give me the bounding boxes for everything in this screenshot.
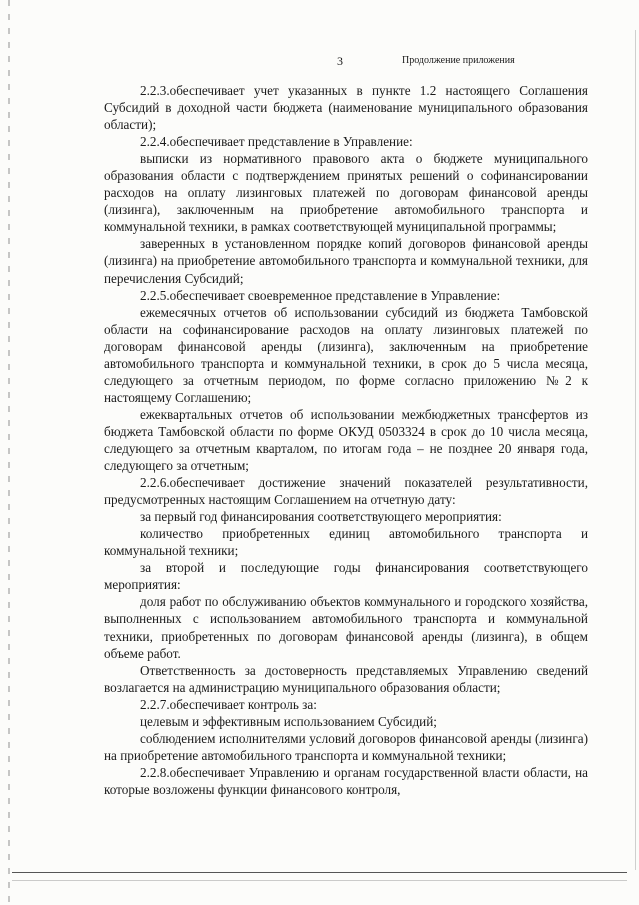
bottom-scan-border: [12, 872, 627, 873]
paragraph-budget-extract: выписки из нормативного правового акта о бюджете муниципального образования области с подтверждением принятых решений о софинансировании расходов на оплату лизинговых платежей по договорам финансовой аренды (лизинга), заключенным на приобретение автомобильного транспорта и коммунальной техники, в рамках соответствующей муниципальной программы;: [104, 151, 588, 235]
paragraph-2-2-4: 2.2.4.обеспечивает представление в Управление:: [140, 134, 413, 150]
paragraph-lease-copies: заверенных в установленном порядке копий договоров финансовой аренды (лизинга) на приобретение автомобильного транспорта и коммунальной техники, для перечисления Субсидий;: [104, 236, 588, 286]
header-continuation-note: Продолжение приложения: [402, 55, 515, 66]
bottom-scan-border-secondary: [12, 880, 627, 881]
paragraph-2-2-8: 2.2.8.обеспечивает Управлению и органам государственной власти области, на которые возложены функции финансового контроля,: [104, 764, 588, 797]
scan-right-edge-line: [635, 30, 636, 870]
paragraph-first-year: за первый год финансирования соответствующего мероприятия:: [140, 509, 502, 525]
paragraph-targeted-use: целевым и эффективным использованием Субсидий;: [140, 713, 437, 729]
paragraph-work-share: доля работ по обслуживанию объектов коммунального и городского хозяйства, выполненных с использованием автомобильного транспорта и коммунальной техники, приобретенных по договорам финансовой аренды (лизинга), в общем объеме работ.: [104, 594, 588, 661]
paragraph-following-years: за второй и последующие годы финансирования соответствующего мероприятия:: [104, 560, 588, 593]
paragraph-2-2-5: 2.2.5.обеспечивает своевременное представление в Управление:: [140, 287, 501, 303]
paragraph-monthly-reports: ежемесячных отчетов об использовании субсидий из бюджета Тамбовской области на софинансирование расходов на оплату лизинговых платежей по договорам финансовой аренды (лизинга), заключенным на приобретение автомобильного транспорта и коммунальной техники, в срок до 5 числа месяца, следующего за отчетным периодом, по форме согласно приложению №2 к настоящему Соглашению;: [104, 304, 588, 405]
paragraph-2-2-6: 2.2.6.обеспечивает достижение значений показателей результативности, предусмотренных настоящим Соглашением на отчетную дату:: [104, 475, 588, 508]
paragraph-units-count: количество приобретенных единиц автомобильного транспорта и коммунальной техники;: [104, 526, 588, 559]
paragraph-quarterly-reports: ежеквартальных отчетов об использовании межбюджетных трансфертов из бюджета Тамбовской области по форме ОКУД 0503324 в срок до 10 числа месяца, следующего за отчетным кварталом, по итогам года – не позднее 20 января года, следующего за отчетным;: [104, 406, 588, 474]
document-body: [104, 82, 588, 798]
page-number: 3: [337, 54, 343, 68]
paragraph-responsibility: Ответственность за достоверность представляемых Управлению сведений возлагается на администрацию муниципального образования области;: [104, 662, 588, 695]
paragraph-2-2-3: 2.2.3.обеспечивает учет указанных в пункте 1.2 настоящего Соглашения Субсидий в доходной части бюджета (наименование муниципального образования области);: [104, 83, 588, 133]
paragraph-compliance: соблюдением исполнителями условий договоров финансовой аренды (лизинга) на приобретение автомобильного транспорта и коммунальной техники;: [104, 730, 588, 763]
paragraph-2-2-7: 2.2.7.обеспечивает контроль за:: [140, 696, 317, 712]
scan-left-edge-marks: [8, 0, 10, 905]
